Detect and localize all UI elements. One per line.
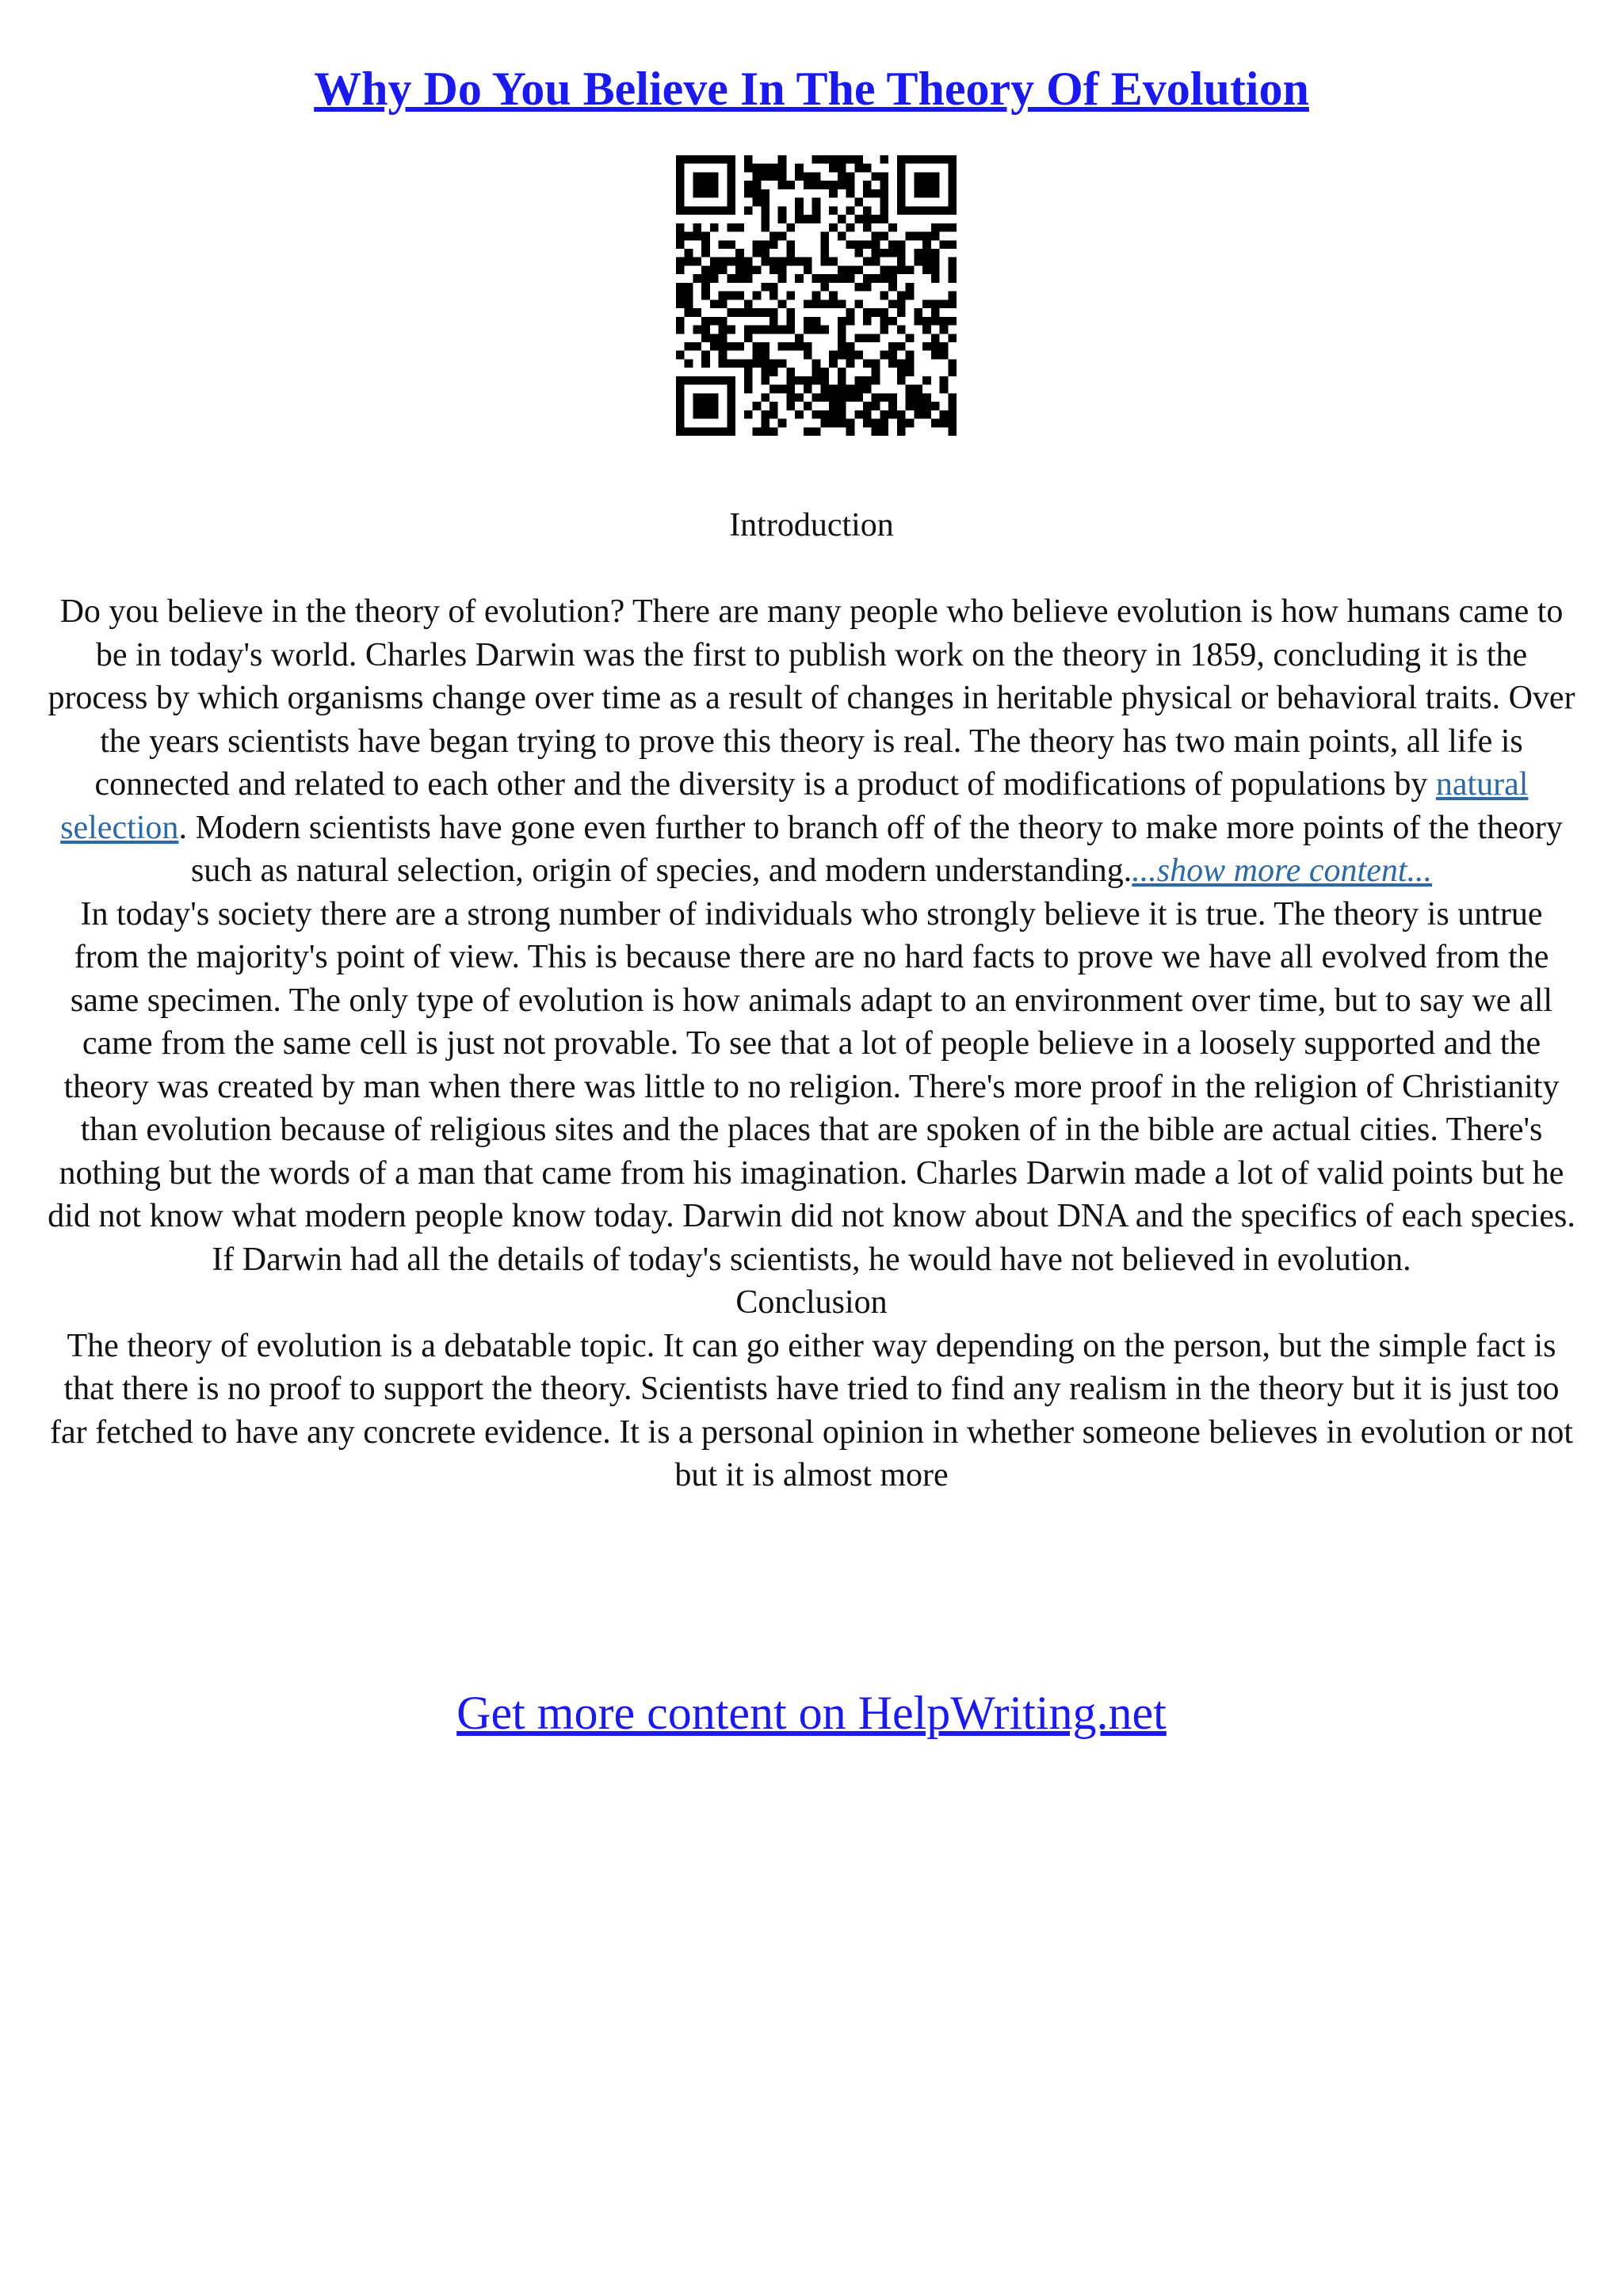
paragraph-intro	[48, 590, 1575, 893]
natural-selection-link[interactable]: natural selection	[60, 766, 1529, 846]
qr-code-icon	[676, 155, 957, 436]
paragraph-body: In today's society there are a strong number of individuals who strongly believe it is true. The theory is untrue from the majority's point of view. This is because there are no hard facts to prove we have all evolved from the same specimen. The only type of evolution is how animals adapt to an environment over time, but to say we all came from the same cell is just not provable. To see that a lot of people believe in a loosely supported and the theory was created by man when there was little to no religion. There's more proof in the religion of Christianity than evolution because of religious sites and the places that are spoken of in the bible are actual cities. There's nothing but the words of a man that came from his imagination. Charles Darwin made a lot of valid points but he did not know what modern people know today. Darwin did not know about DNA and the specifics of each species. If Darwin had all the details of today's scientists, he would have not believed in evolution.	[48, 895, 1575, 1278]
title-link[interactable]: Why Do You Believe In The Theory Of Evolution	[314, 63, 1309, 115]
show-more-link[interactable]: ...show more content...	[1132, 852, 1433, 889]
paragraph-conclusion: The theory of evolution is a debatable topic. It can go either way depending on the person, but the simple fact is that there is no proof to support the theory. Scientists have tried to find any realism in the theory but it is just too far fetched to have any concrete evidence. It is a personal opinion in whether someone believes in evolution or not but it is almost more	[50, 1327, 1573, 1493]
document-title	[0, 55, 1623, 122]
document-body	[48, 504, 1575, 1497]
footer-link[interactable]: Get more content on HelpWriting.net	[456, 1687, 1167, 1739]
intro-heading: Introduction	[729, 507, 894, 543]
footer	[0, 1680, 1623, 1746]
paragraph-intro-text-b: . Modern scientists have gone even further to branch off of the theory to make more points of the theory such as natural selection, origin of species, and modern understanding.	[178, 809, 1563, 889]
paragraph-intro-text-a: Do you believe in the theory of evolution? There are many people who believe evolution is how humans came to be in today's world. Charles Darwin was the first to publish work on the theory in 1859, concluding it is the process by which organisms change over time as a result of changes in heritable physical or behavioral traits. Over the years scientists have began trying to prove this theory is real. The theory has two main points, all life is connected and related to each other and the diversity is a product of modifications of populations by	[48, 593, 1575, 803]
conclusion-heading: Conclusion	[735, 1284, 888, 1321]
